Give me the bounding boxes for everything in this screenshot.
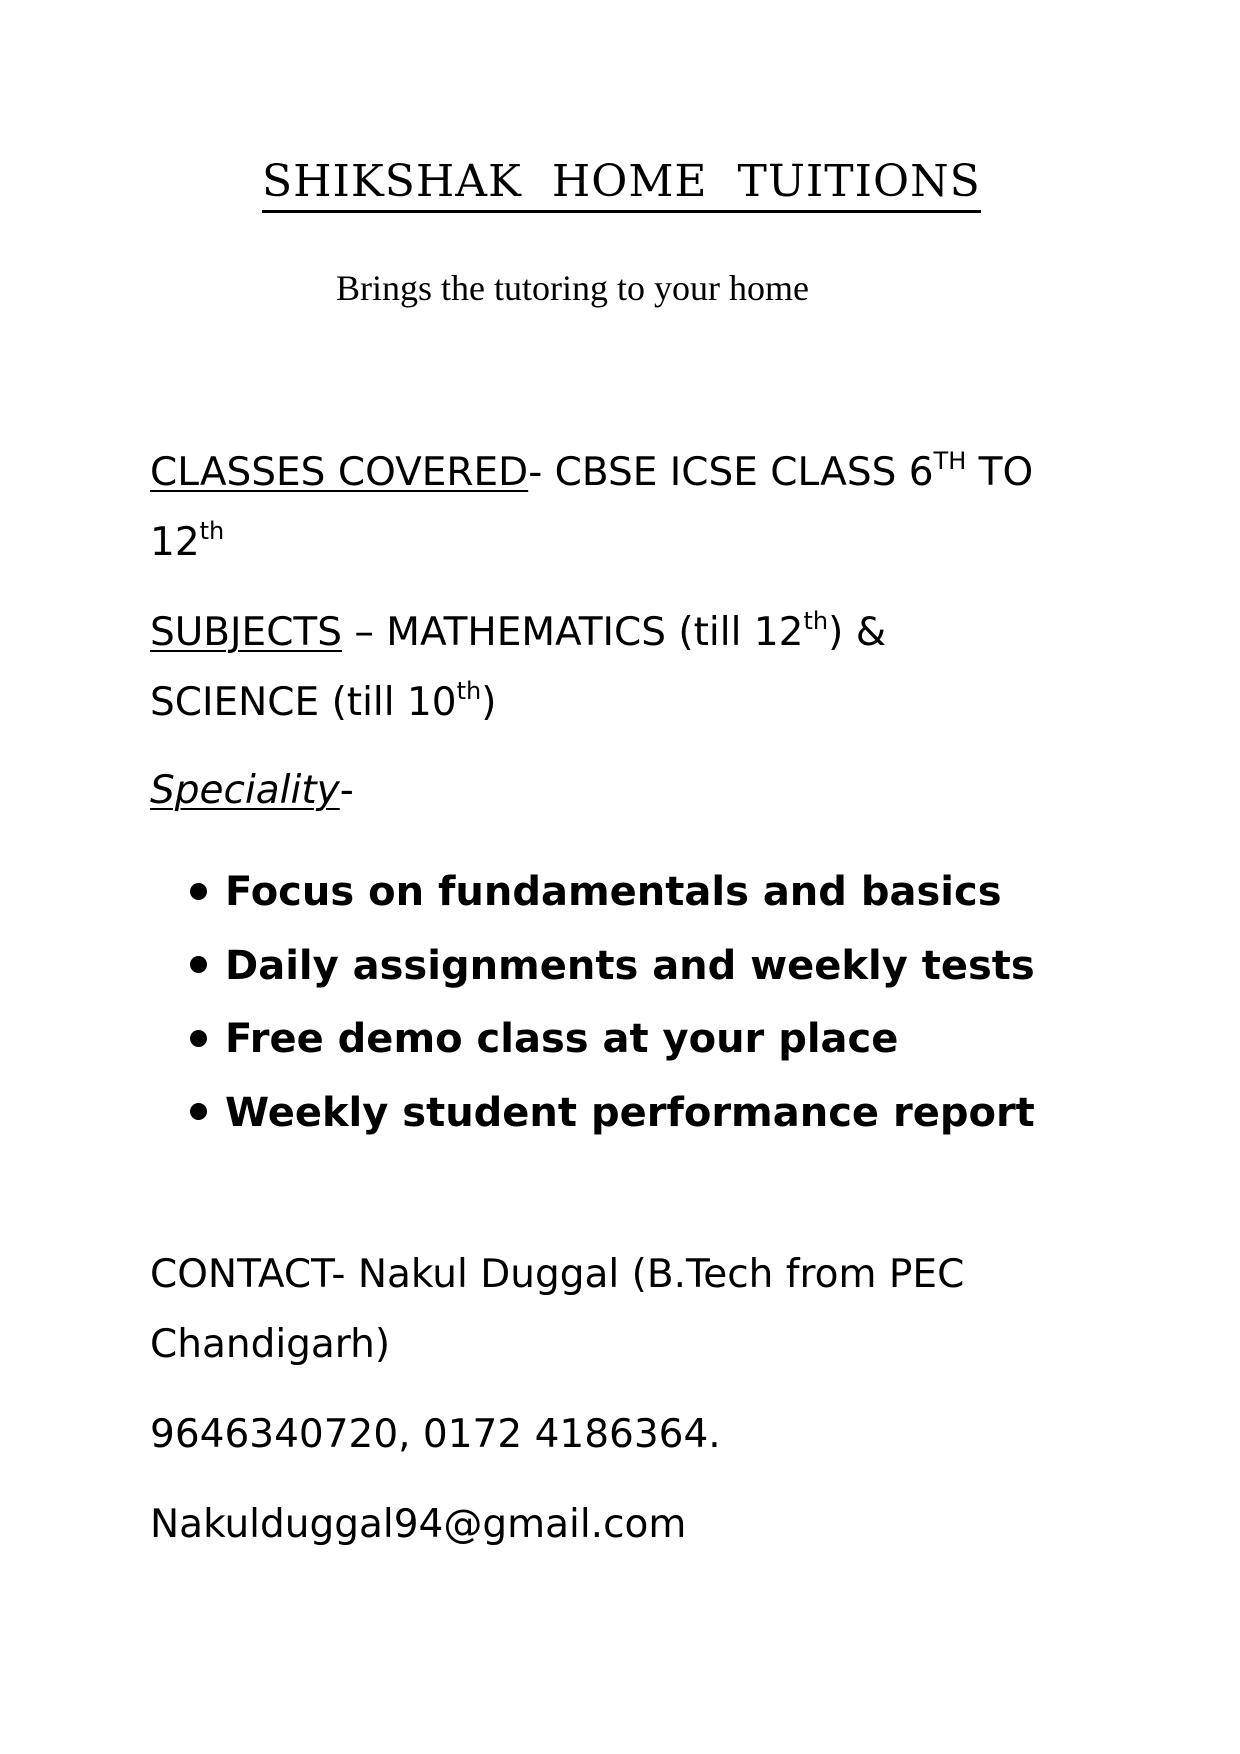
speciality-suffix: - bbox=[339, 768, 354, 813]
classes-covered-line-2 bbox=[150, 508, 224, 578]
subjects-sup-th: th bbox=[803, 607, 829, 635]
classes-covered-label: CLASSES COVERED bbox=[150, 450, 529, 495]
speciality-label: Speciality bbox=[150, 768, 340, 813]
classes-upper-class: 12 bbox=[150, 520, 200, 565]
speciality-list bbox=[190, 856, 1035, 1150]
classes-sup-th-2: th bbox=[199, 517, 225, 545]
subjects-label: SUBJECTS bbox=[150, 610, 343, 655]
speciality-heading bbox=[150, 756, 354, 826]
contact-line-2: Chandigarh) bbox=[150, 1322, 391, 1367]
list-item: Daily assignments and weekly tests bbox=[190, 930, 1035, 1004]
contact-line-1: CONTACT- Nakul Duggal (B.Tech from PEC bbox=[150, 1252, 965, 1297]
subjects-text: – MATHEMATICS (till 12 bbox=[342, 610, 804, 655]
bullet-icon bbox=[190, 883, 207, 900]
subjects-after-text: ) & bbox=[828, 610, 887, 655]
contact-phones: 9646340720, 0172 4186364. bbox=[150, 1412, 721, 1457]
list-item: Free demo class at your place bbox=[190, 1003, 1035, 1077]
subjects-line-1 bbox=[150, 598, 886, 668]
classes-covered-text: - CBSE ICSE CLASS 6 bbox=[528, 450, 934, 495]
bullet-icon bbox=[190, 1103, 207, 1120]
subjects-line-2 bbox=[150, 668, 496, 738]
subjects-sup-th-2: th bbox=[456, 677, 482, 705]
bullet-icon bbox=[190, 956, 207, 973]
page-title: SHIKSHAK HOME TUITIONS bbox=[262, 160, 981, 213]
subjects-science-text: SCIENCE (till 10 bbox=[150, 680, 457, 725]
classes-covered-line-1 bbox=[150, 438, 1033, 508]
contact-email: Nakulduggal94@gmail.com bbox=[150, 1502, 687, 1547]
list-item: Focus on fundamentals and basics bbox=[190, 856, 1035, 930]
tagline: Brings the tutoring to your home bbox=[336, 268, 809, 308]
list-item: Weekly student performance report bbox=[190, 1077, 1035, 1151]
classes-sup-th: TH bbox=[933, 447, 967, 475]
subjects-close-paren: ) bbox=[481, 680, 497, 725]
classes-to-text: TO bbox=[966, 450, 1034, 495]
bullet-icon bbox=[190, 1030, 207, 1047]
